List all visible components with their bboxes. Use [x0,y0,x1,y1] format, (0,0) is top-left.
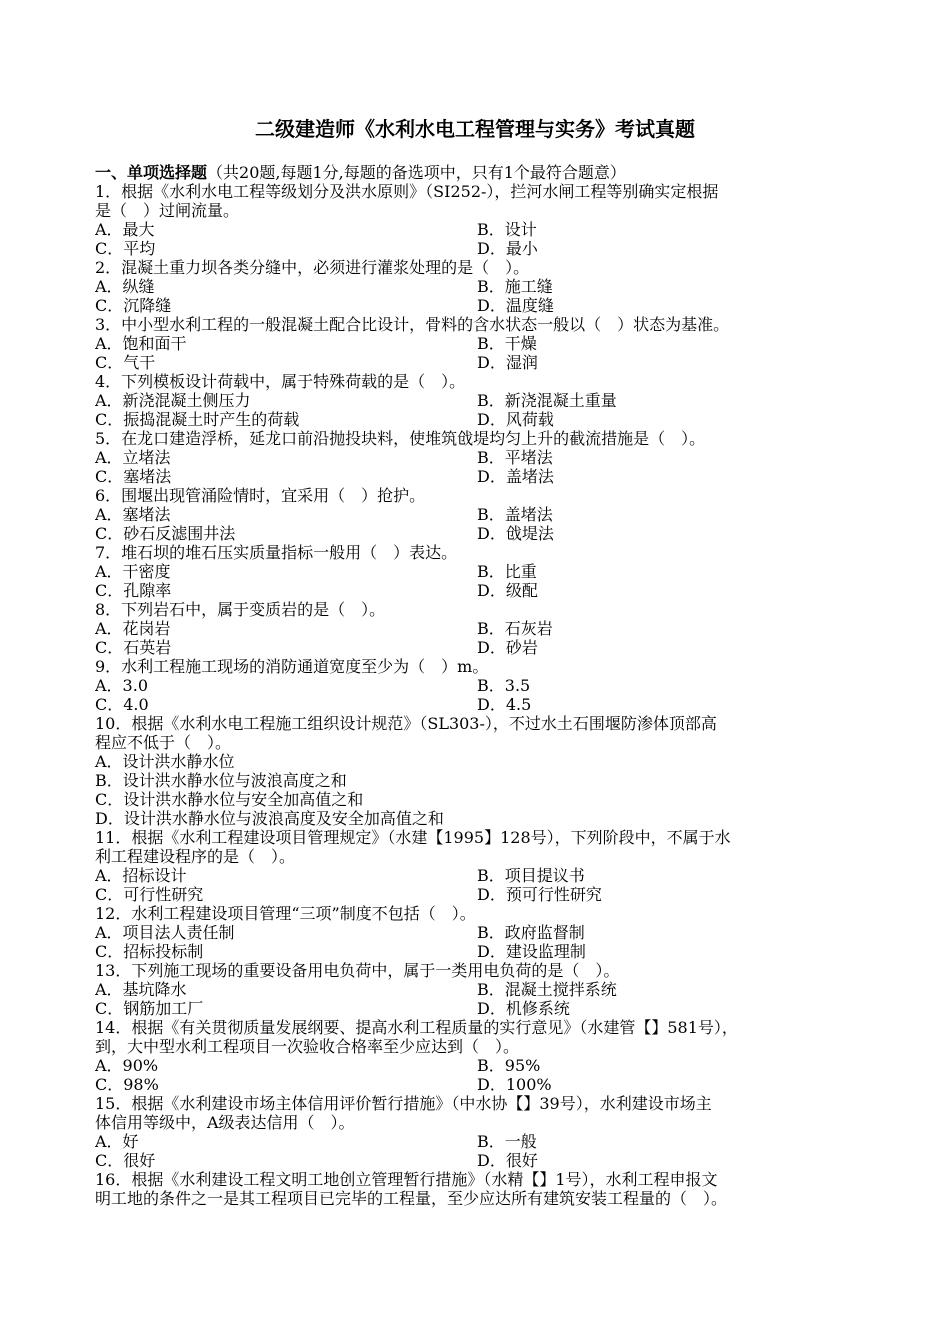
option-row [95,505,865,524]
answer-option: B．施工缝 [477,277,553,296]
answer-option: D．戗堤法 [477,524,554,543]
option-row [95,676,865,695]
answer-option: C．设计洪水静水位与安全加高值之和 [95,790,364,809]
answer-option: D．湿润 [477,353,538,372]
answer-option: C．孔隙率 [95,581,172,600]
question-item [95,657,865,714]
answer-option: A．饱和面干 [95,334,187,353]
question-item [95,429,865,486]
answer-option: C．可行性研究 [95,885,204,904]
option-row [95,999,865,1018]
question-item [95,543,865,600]
question-stem-line: 体信用等级中，A级表达信用（ ）。 [95,1113,355,1132]
question-stem-line: 6．围堰出现管涌险情时，宜采用（ ）抢护。 [95,486,426,505]
question-stem-line: 16．根据《水利建设工程文明工地创立管理暂行措施》（水精【】1号），水利工程申报文 [95,1170,718,1189]
option-row [95,942,865,961]
option-row [95,619,865,638]
answer-option: A．立堵法 [95,448,171,467]
answer-option: C．很好 [95,1151,156,1170]
option-row [95,277,865,296]
answer-option: A．纵缝 [95,277,155,296]
answer-option: B．95% [477,1056,541,1075]
question-item [95,600,865,657]
answer-option: D．砂岩 [477,638,538,657]
question-item [95,904,865,961]
question-stem-line: 11．根据《水利工程建设项目管理规定》（水建【1995】128号），下列阶段中，不属于水 [95,828,731,847]
section-heading [95,163,865,182]
option-row [95,1075,865,1094]
answer-option: D．100% [477,1075,552,1094]
answer-option: D．最小 [477,239,538,258]
answer-option: B．项目提议书 [477,866,585,885]
option-row [95,923,865,942]
option-row [95,695,865,714]
answer-option: B．政府监督制 [477,923,585,942]
answer-option: B．石灰岩 [477,619,553,638]
question-stem-line: 7．堆石坝的堆石压实质量指标一般用（ ）表达。 [95,543,458,562]
answer-option: B．新浇混凝土重量 [477,391,617,410]
question-stem-line: 2．混凝土重力坝各类分缝中，必须进行灌浆处理的是（ ）。 [95,258,530,277]
question-stem-line: 1．根据《水利水电工程等级划分及洪水原则》（SI252-），拦河水闸工程等别确实定根据 [95,182,719,201]
option-row [95,296,865,315]
option-row [95,638,865,657]
question-stem-line: 10．根据《水利水电工程施工组织设计规范》（SL303-），不过水土石围堰防渗体顶部高 [95,714,717,733]
answer-option: C．气干 [95,353,156,372]
answer-option: B．3.5 [477,676,531,695]
option-row [95,1132,865,1151]
answer-option: A．设计洪水静水位 [95,752,235,771]
answer-option: B．盖堵法 [477,505,553,524]
question-item [95,961,865,1018]
question-stem-line: 15．根据《水利建设市场主体信用评价暂行措施》（中水协【】39号），水利建设市场主 [95,1094,712,1113]
answer-option: C．振捣混凝土时产生的荷载 [95,410,300,429]
answer-option: C．4.0 [95,695,149,714]
answer-option: A．干密度 [95,562,171,581]
answer-option: D．预可行性研究 [477,885,602,904]
question-stem-line: 13．下列施工现场的重要设备用电负荷中，属于一类用电负荷的是（ ）。 [95,961,620,980]
question-item [95,182,865,258]
answer-option: D．4.5 [477,695,532,714]
answer-option: C．98% [95,1075,159,1094]
question-item [95,1170,865,1208]
question-item [95,1094,865,1170]
answer-option: A．最大 [95,220,155,239]
question-stem-line: 到，大中型水利工程项目一次验收合格率至少应达到（ ）。 [95,1037,520,1056]
answer-option: A．好 [95,1132,139,1151]
answer-option: D．温度缝 [477,296,554,315]
answer-option: D．机修系统 [477,999,570,1018]
question-item [95,714,865,828]
option-row [95,467,865,486]
answer-option: A．90% [95,1056,159,1075]
option-row [95,353,865,372]
question-stem-line: 5．在龙口建造浮桥，延龙口前沿抛投块料，使堆筑戗堤均匀上升的截流措施是（ ）。 [95,429,706,448]
option-row [95,239,865,258]
question-item [95,486,865,543]
answer-option: C．平均 [95,239,156,258]
question-stem-line: 9．水利工程施工现场的消防通道宽度至少为（ ）m。 [95,657,489,676]
answer-option: A．花岗岩 [95,619,171,638]
answer-option: C．招标投标制 [95,942,204,961]
question-item [95,258,865,315]
answer-option: B．平堵法 [477,448,553,467]
answer-option: A．新浇混凝土侧压力 [95,391,251,410]
option-row [95,980,865,999]
question-item [95,372,865,429]
question-item [95,1018,865,1094]
question-stem-line: 4．下列模板设计荷载中，属于特殊荷载的是（ ）。 [95,372,466,391]
answer-option: D．很好 [477,1151,538,1170]
question-stem-line: 8．下列岩石中，属于变质岩的是（ ）。 [95,600,386,619]
answer-option: C．塞堵法 [95,467,172,486]
question-stem-line: 利工程建设程序的是（ ）。 [95,847,296,866]
option-row [95,524,865,543]
answer-option: D．建设监理制 [477,942,586,961]
page-title: 二级建造师《水利水电工程管理与实务》考试真题 [255,117,695,141]
section-heading-label: 一、单项选择题 [95,163,208,182]
option-row [95,885,865,904]
option-row [95,1056,865,1075]
question-stem-line: 14．根据《有关贯彻质量发展纲要、提高水利工程质量的实行意见》（水建管【】581号）， [95,1018,738,1037]
answer-option: C．沉降缝 [95,296,172,315]
question-stem-line: 是（ ）过闸流量。 [95,201,240,220]
answer-option: C．砂石反滤围井法 [95,524,236,543]
option-row [95,581,865,600]
section-heading-note: （共20题,每题1分,每题的备选项中，只有1个最符合题意） [207,163,626,182]
answer-option: D．风荷载 [477,410,554,429]
answer-option: D．级配 [477,581,538,600]
answer-option: C．石英岩 [95,638,172,657]
answer-option: B．比重 [477,562,537,581]
option-row [95,562,865,581]
option-row [95,410,865,429]
question-item [95,828,865,904]
option-row [95,866,865,885]
answer-option: D．盖堵法 [477,467,554,486]
answer-option: B．干燥 [477,334,537,353]
answer-option: A．基坑降水 [95,980,187,999]
question-stem-line: 3．中小型水利工程的一般混凝土配合比设计，骨料的含水状态一般以（ ）状态为基准。 [95,315,730,334]
answer-option: B．混凝土搅拌系统 [477,980,617,999]
answer-option: A．招标设计 [95,866,187,885]
answer-option: D．设计洪水静水位与波浪高度及安全加高值之和 [95,809,444,828]
answer-option: A．塞堵法 [95,505,171,524]
answer-option: B．设计洪水静水位与波浪高度之和 [95,771,347,790]
option-row [95,1151,865,1170]
option-row [95,334,865,353]
question-list [95,163,865,1208]
question-stem-line: 12．水利工程建设项目管理“三项”制度不包括（ ）。 [95,904,476,923]
question-stem-line: 明工地的条件之一是其工程项目已完毕的工程量，至少应达所有建筑安装工程量的（ ）。 [95,1189,728,1208]
option-row [95,448,865,467]
question-stem-line: 程应不低于（ ）。 [95,733,232,752]
answer-option: B．一般 [477,1132,537,1151]
answer-option: A．3.0 [95,676,149,695]
option-row [95,391,865,410]
answer-option: C．钢筋加工厂 [95,999,204,1018]
question-item [95,315,865,372]
answer-option: B．设计 [477,220,537,239]
answer-option: A．项目法人责任制 [95,923,235,942]
option-row [95,220,865,239]
